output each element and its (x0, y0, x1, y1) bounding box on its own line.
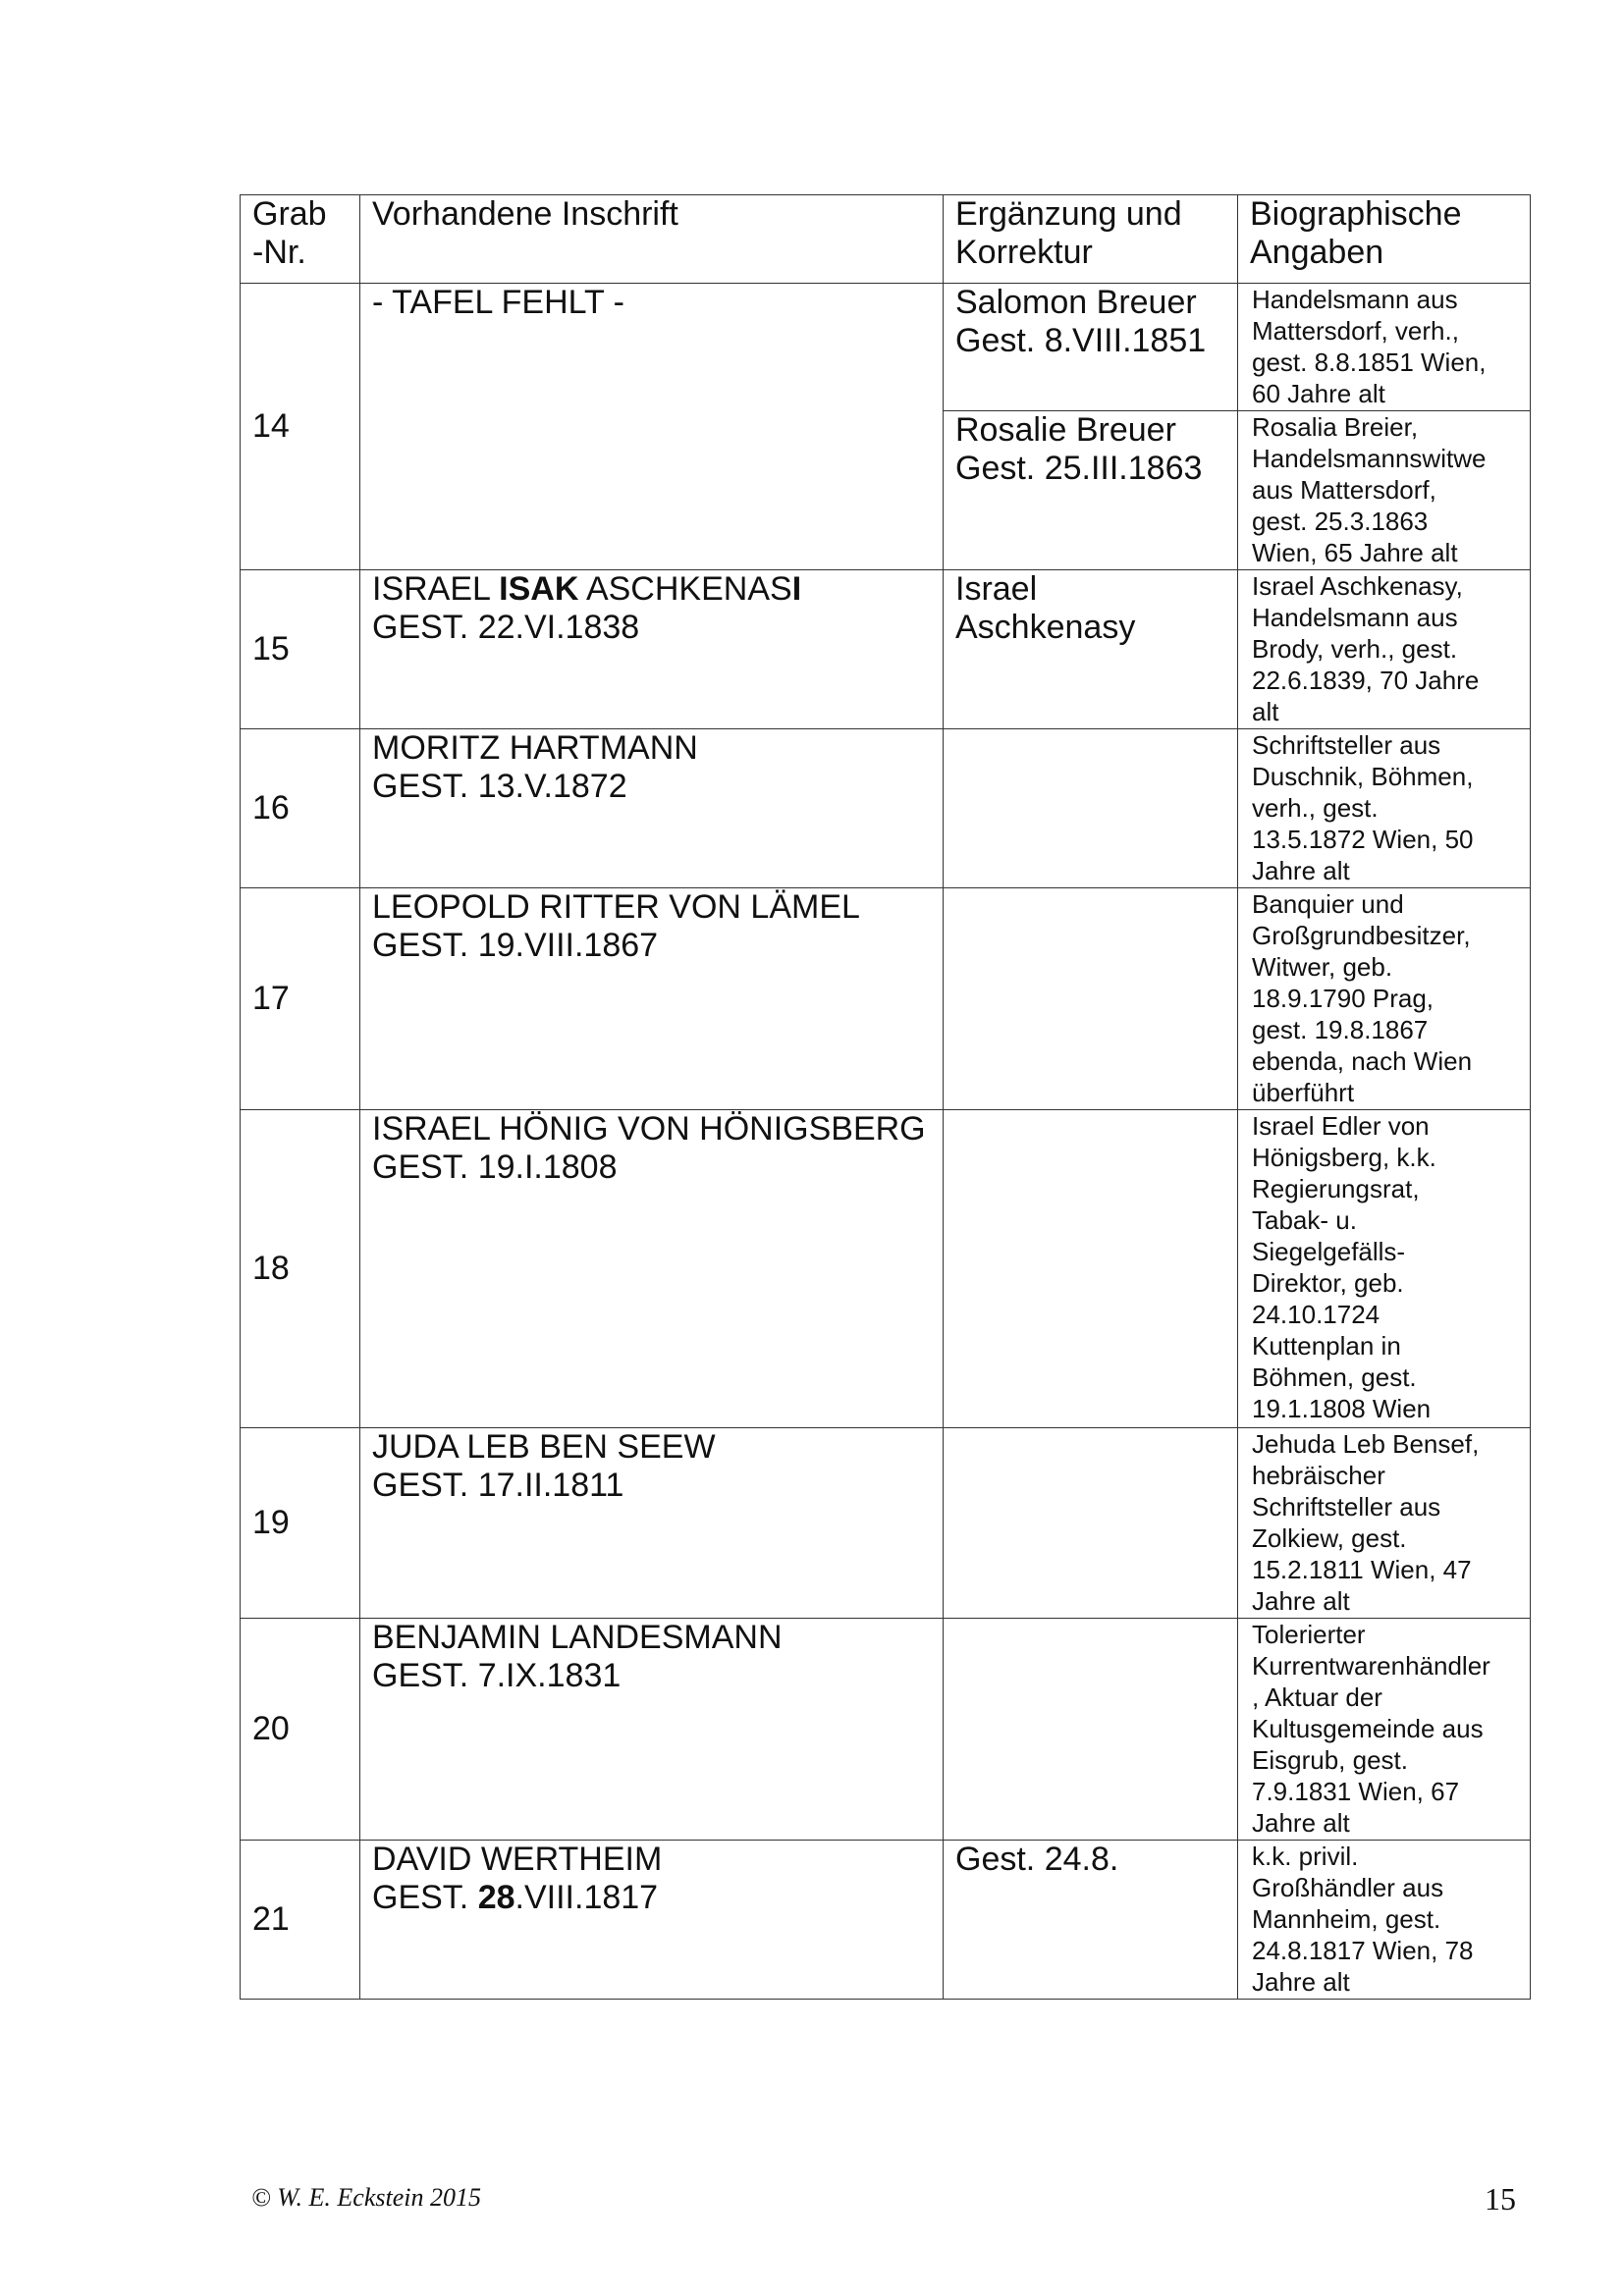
correction-cell (944, 888, 1238, 1110)
inscription-cell: ISRAEL ISAK ASCHKENASI GEST. 22.VI.1838 (360, 570, 944, 729)
bio-cell: Rosalia Breier, Handelsmannswitwe aus Mattersdorf, gest. 25.3.1863 Wien, 65 Jahre alt (1238, 411, 1531, 570)
grave-number: 17 (241, 888, 360, 1110)
grave-number: 18 (241, 1110, 360, 1428)
inscription-cell: ISRAEL HÖNIG VON HÖNIGSBERG GEST. 19.I.1808 (360, 1110, 944, 1428)
table-row (241, 1841, 1531, 2000)
header-ergaenzung: Ergänzung und Korrektur (944, 195, 1238, 284)
correction-cell: Salomon Breuer Gest. 8.VIII.1851 (944, 284, 1238, 411)
bio-cell: Schriftsteller aus Duschnik, Böhmen, verh., gest. 13.5.1872 Wien, 50 Jahre alt (1238, 729, 1531, 888)
grave-number: 19 (241, 1428, 360, 1619)
table-header-row (241, 195, 1531, 284)
table-row (241, 729, 1531, 888)
table-row (241, 1428, 1531, 1619)
grave-register-table (240, 194, 1531, 2000)
table-row (241, 570, 1531, 729)
correction-cell: Israel Aschkenasy (944, 570, 1238, 729)
grave-number: 16 (241, 729, 360, 888)
grave-number: 21 (241, 1841, 360, 2000)
correction-cell (944, 729, 1238, 888)
table-row (241, 1619, 1531, 1841)
correction-cell: Rosalie Breuer Gest. 25.III.1863 (944, 411, 1238, 570)
inscription-cell: LEOPOLD RITTER VON LÄMEL GEST. 19.VIII.1867 (360, 888, 944, 1110)
inscription-cell: JUDA LEB BEN SEEW GEST. 17.II.1811 (360, 1428, 944, 1619)
grave-number: 20 (241, 1619, 360, 1841)
footer-copyright: © W. E. Eckstein 2015 (251, 2183, 481, 2212)
inscription-cell: MORITZ HARTMANN GEST. 13.V.1872 (360, 729, 944, 888)
inscription-cell: BENJAMIN LANDESMANN GEST. 7.IX.1831 (360, 1619, 944, 1841)
bio-cell: Jehuda Leb Bensef, hebräischer Schriftsteller aus Zolkiew, gest. 15.2.1811 Wien, 47 Jahre alt (1238, 1428, 1531, 1619)
table-row (241, 284, 1531, 411)
grave-number: 15 (241, 570, 360, 729)
header-bio: Biographische Angaben (1238, 195, 1531, 284)
header-grab-nr: Grab -Nr. (241, 195, 360, 284)
bio-cell: k.k. privil. Großhändler aus Mannheim, gest. 24.8.1817 Wien, 78 Jahre alt (1238, 1841, 1531, 2000)
inscription-cell: - TAFEL FEHLT - (360, 284, 944, 570)
table-row (241, 1110, 1531, 1428)
bio-cell: Banquier und Großgrundbesitzer, Witwer, geb. 18.9.1790 Prag, gest. 19.8.1867 ebenda, nach Wien überführt (1238, 888, 1531, 1110)
bio-cell: Israel Aschkenasy, Handelsmann aus Brody, verh., gest. 22.6.1839, 70 Jahre alt (1238, 570, 1531, 729)
table-row (241, 888, 1531, 1110)
bio-cell: Tolerierter Kurrentwarenhändler , Aktuar der Kultusgemeinde aus Eisgrub, gest. 7.9.1831 Wien, 67 Jahre alt (1238, 1619, 1531, 1841)
correction-cell: Gest. 24.8. (944, 1841, 1238, 2000)
correction-cell (944, 1110, 1238, 1428)
correction-cell (944, 1619, 1238, 1841)
grave-number: 14 (241, 284, 360, 570)
bio-cell: Israel Edler von Hönigsberg, k.k. Regierungsrat, Tabak- u. Siegelgefälls- Direktor, geb. 24.10.1724 Kuttenplan in Böhmen, gest. 19.1.1808 Wien (1238, 1110, 1531, 1428)
correction-cell (944, 1428, 1238, 1619)
inscription-cell: DAVID WERTHEIM GEST. 28.VIII.1817 (360, 1841, 944, 2000)
page-number: 15 (1485, 2181, 1516, 2216)
bio-cell: Handelsmann aus Mattersdorf, verh., gest. 8.8.1851 Wien, 60 Jahre alt (1238, 284, 1531, 411)
header-inschrift: Vorhandene Inschrift (360, 195, 944, 284)
